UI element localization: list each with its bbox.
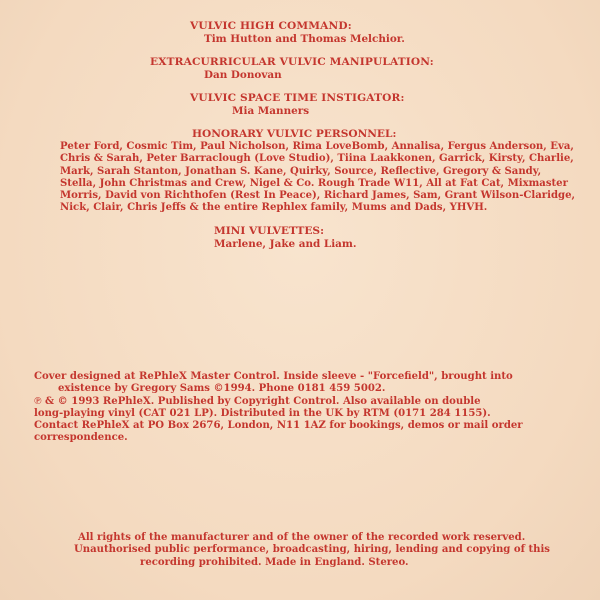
credit-block-high-command [58, 20, 558, 46]
personnel-line: Morris, David von Richthofen (Rest In Peace), Richard James, Sam, Grant Wilson-Claridge, [60, 190, 576, 202]
credit-heading: VULVIC HIGH COMMAND: [190, 20, 352, 32]
rights-line: recording prohibited. Made in England. Stereo. [140, 556, 409, 568]
rights-line: All rights of the manufacturer and of the owner of the recorded work reserved. [78, 532, 526, 543]
cover-line: Cover designed at RePhleX Master Control. Inside sleeve - "Forcefield", brought into [34, 371, 513, 382]
rights-reserved-section [74, 532, 558, 569]
personnel-line: Stella, John Christmas and Crew, Nigel & Co. Rough Trade W11, All at Fat Cat, Mixmaster [60, 177, 568, 189]
credit-heading: VULVIC SPACE TIME INSTIGATOR: [190, 92, 405, 104]
honorary-personnel-list [60, 141, 576, 215]
credit-names: Marlene, Jake and Liam. [214, 237, 357, 250]
credit-block-space-time [58, 92, 558, 118]
cover-line: correspondence. [34, 432, 128, 444]
personnel-line: Peter Ford, Cosmic Tim, Paul Nicholson, Rima LoveBomb, Annalisa, Fergus Anderson, Eva, [60, 141, 574, 152]
credit-block-mini-vulvettes [58, 225, 558, 251]
credit-heading: EXTRACURRICULAR VULVIC MANIPULATION: [150, 56, 434, 68]
personnel-line: Mark, Sarah Stanton, Jonathan S. Kane, Quirky, Source, Reflective, Gregory & Sandy, [60, 165, 542, 177]
credit-names: Dan Donovan [204, 69, 282, 81]
credits-section [58, 20, 576, 261]
personnel-line: Chris & Sarah, Peter Barraclough (Love Studio), Tiina Laakkonen, Garrick, Kirsty, Charlie, [60, 153, 574, 165]
cover-line: ℗ & © 1993 RePhleX. Published by Copyright Control. Also available on double [34, 395, 481, 407]
credit-heading: HONORARY VULVIC PERSONNEL: [192, 128, 397, 140]
credit-block-extracurricular [58, 56, 558, 82]
credit-names: Tim Hutton and Thomas Melchior. [204, 33, 405, 45]
credit-block-honorary [58, 128, 576, 215]
credit-names: Mia Manners [232, 105, 310, 117]
cover-line: long-playing vinyl (CAT 021 LP). Distributed in the UK by RTM (0171 284 1155). [34, 407, 491, 419]
cover-info-section [34, 371, 554, 445]
rights-line: Unauthorised public performance, broadcasting, hiring, lending and copying of this [74, 544, 550, 556]
personnel-line: Nick, Clair, Chris Jeffs & the entire Rephlex family, Mums and Dads, YHVH. [60, 202, 488, 214]
credit-heading: MINI VULVETTES: [214, 224, 324, 237]
cover-line: existence by Gregory Sams ©1994. Phone 0181 459 5002. [58, 383, 386, 395]
cover-line: Contact RePhleX at PO Box 2676, London, N11 1AZ for bookings, demos or mail order [34, 420, 523, 432]
